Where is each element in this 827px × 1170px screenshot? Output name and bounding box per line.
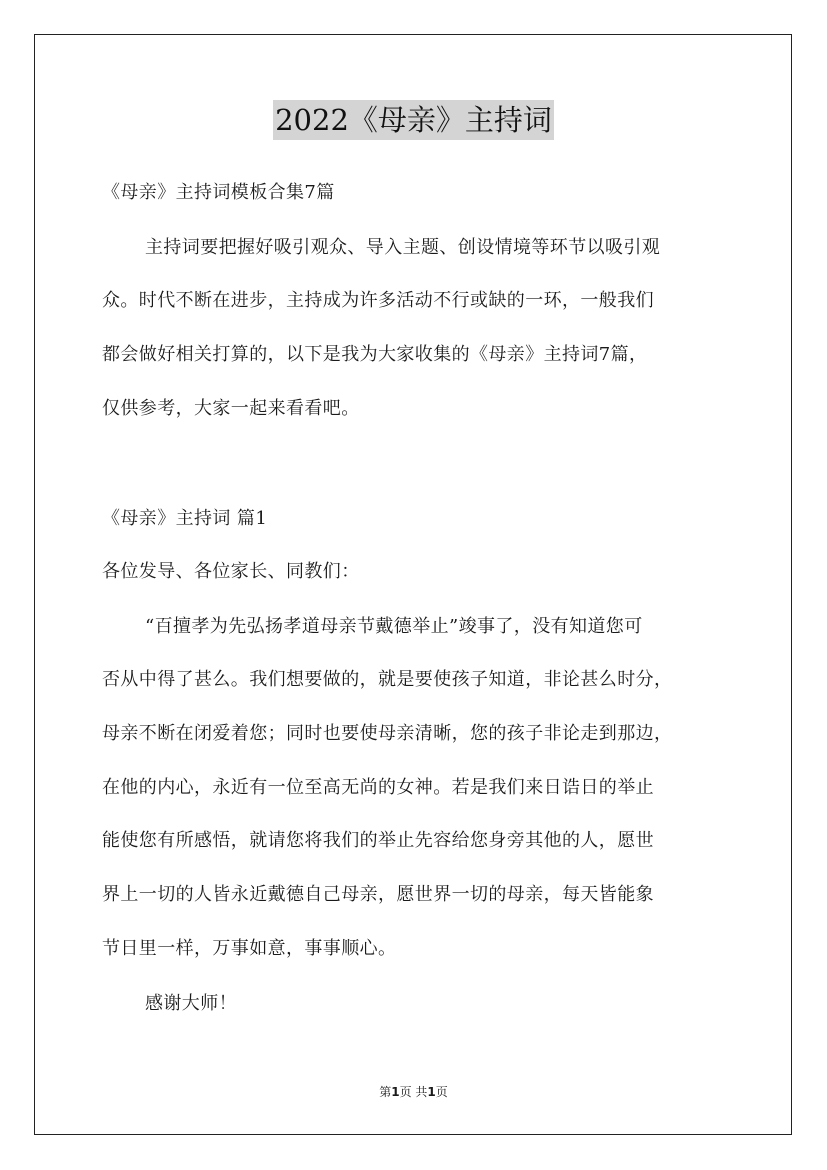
section-heading: 《母亲》主持词 篇1 — [102, 508, 268, 529]
subtitle: 《母亲》主持词模板合集7篇 — [102, 182, 335, 203]
footer-prefix: 第 — [379, 1085, 392, 1099]
footer-mid: 页 共 — [399, 1085, 428, 1099]
document-title: 2022《母亲》主持词 — [273, 100, 554, 140]
body-line-6: 界上一切的人皆永近戴德自己母亲，愿世界一切的母亲，每天皆能象 — [102, 884, 654, 905]
greeting: 各位发导、各位家长、同教们： — [102, 561, 360, 582]
footer-suffix: 页 — [435, 1085, 448, 1099]
body-line-5: 能使您有所感悟，就请您将我们的举止先容给您身旁其他的人，愿世 — [102, 830, 654, 851]
footer-page-number: 1 — [391, 1085, 400, 1099]
page-footer — [0, 1084, 827, 1100]
intro-line-4: 仅供参考，大家一起来看看吧。 — [102, 398, 360, 419]
body-line-2: 否从中得了甚么。我们想要做的，就是要使孩子知道，非论甚么时分， — [102, 669, 673, 690]
intro-line-3: 都会做好相关打算的，以下是我为大家收集的《母亲》主持词7篇， — [102, 344, 648, 365]
intro-line-1: 主持词要把握好吸引观众、导入主题、创设情境等环节以吸引观 — [145, 237, 661, 258]
title-container — [0, 100, 827, 140]
body-line-4: 在他的内心，永近有一位至高无尚的女神。若是我们来日诰日的举止 — [102, 777, 654, 798]
footer-page-total: 1 — [427, 1085, 436, 1099]
body-line-3: 母亲不断在闭爱着您；同时也要使母亲清晰，您的孩子非论走到那边， — [102, 723, 673, 744]
closing-line: 感谢大师！ — [145, 993, 237, 1014]
intro-line-2: 众。时代不断在进步，主持成为许多活动不行或缺的一环，一般我们 — [102, 290, 654, 311]
body-line-7: 节日里一样，万事如意，事事顺心。 — [102, 938, 397, 959]
body-line-1: “百擅孝为先弘扬孝道母亲节戴德举止”竣事了，没有知道您可 — [145, 616, 643, 637]
